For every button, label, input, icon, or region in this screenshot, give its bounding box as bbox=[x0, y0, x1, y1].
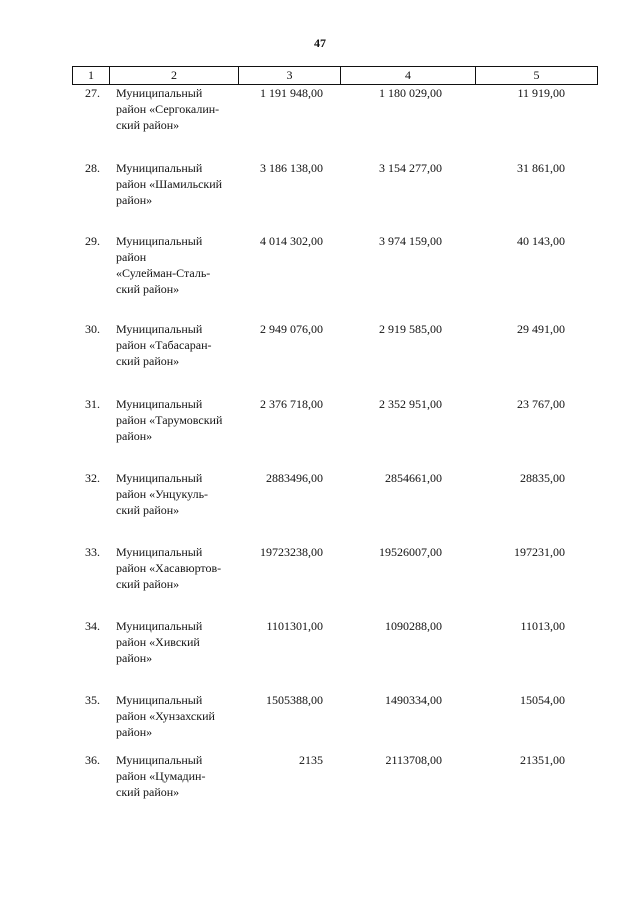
value-col-5: 40 143,00 bbox=[517, 234, 565, 248]
value-col-3: 2 949 076,00 bbox=[260, 322, 323, 336]
row-number: 35. bbox=[85, 693, 100, 707]
value-col-4: 3 154 277,00 bbox=[379, 161, 442, 175]
value-col-3: 3 186 138,00 bbox=[260, 161, 323, 175]
value-col-4: 1090288,00 bbox=[385, 619, 442, 633]
value-col-5: 28835,00 bbox=[520, 471, 565, 485]
row-number: 29. bbox=[85, 234, 100, 248]
value-col-3: 2883496,00 bbox=[266, 471, 323, 485]
table-header bbox=[72, 66, 598, 85]
value-col-5: 11 919,00 bbox=[517, 86, 565, 100]
value-col-4: 3 974 159,00 bbox=[379, 234, 442, 248]
row-number: 36. bbox=[85, 753, 100, 767]
row-number: 28. bbox=[85, 161, 100, 175]
value-col-5: 31 861,00 bbox=[517, 161, 565, 175]
value-col-4: 2 919 585,00 bbox=[379, 322, 442, 336]
header-col-1: 1 bbox=[73, 67, 110, 84]
value-col-5: 21351,00 bbox=[520, 753, 565, 767]
municipality-name: Муниципальный район «Цумадин- ский район» bbox=[116, 753, 206, 799]
row-number: 32. bbox=[85, 471, 100, 485]
row-number: 34. bbox=[85, 619, 100, 633]
municipality-name: Муниципальный район «Хунзахский район» bbox=[116, 693, 215, 739]
municipality-name: Муниципальный район «Шамильский район» bbox=[116, 161, 223, 207]
value-col-5: 23 767,00 bbox=[517, 397, 565, 411]
value-col-3: 1505388,00 bbox=[266, 693, 323, 707]
value-col-4: 2113708,00 bbox=[385, 753, 442, 767]
value-col-5: 11013,00 bbox=[520, 619, 565, 633]
value-col-3: 19723238,00 bbox=[260, 545, 323, 559]
value-col-5: 15054,00 bbox=[520, 693, 565, 707]
value-col-3: 1 191 948,00 bbox=[260, 86, 323, 100]
municipality-name: Муниципальный район «Сулейман-Сталь- ский район» bbox=[116, 234, 211, 296]
value-col-3: 1101301,00 bbox=[266, 619, 323, 633]
row-number: 31. bbox=[85, 397, 100, 411]
value-col-3: 2 376 718,00 bbox=[260, 397, 323, 411]
row-number: 30. bbox=[85, 322, 100, 336]
value-col-5: 197231,00 bbox=[514, 545, 565, 559]
value-col-4: 2 352 951,00 bbox=[379, 397, 442, 411]
municipality-name: Муниципальный район «Хивский район» bbox=[116, 619, 203, 665]
value-col-4: 2854661,00 bbox=[385, 471, 442, 485]
municipality-name: Муниципальный район «Табасаран- ский район» bbox=[116, 322, 212, 368]
header-col-4: 4 bbox=[341, 67, 476, 84]
value-col-4: 1 180 029,00 bbox=[379, 86, 442, 100]
value-col-3: 2135 bbox=[299, 753, 323, 767]
header-col-3: 3 bbox=[239, 67, 341, 84]
value-col-4: 1490334,00 bbox=[385, 693, 442, 707]
value-col-5: 29 491,00 bbox=[517, 322, 565, 336]
municipality-name: Муниципальный район «Сергокалин- ский район» bbox=[116, 86, 220, 132]
row-number: 33. bbox=[85, 545, 100, 559]
header-col-5: 5 bbox=[533, 68, 540, 82]
value-col-4: 19526007,00 bbox=[379, 545, 442, 559]
municipality-name: Муниципальный район «Тарумовский район» bbox=[116, 397, 223, 443]
header-col-2: 2 bbox=[110, 67, 239, 84]
municipality-name: Муниципальный район «Унцукуль- ский район» bbox=[116, 471, 209, 517]
page-number: 47 bbox=[314, 36, 326, 50]
value-col-3: 4 014 302,00 bbox=[260, 234, 323, 248]
municipality-name: Муниципальный район «Хасавюртов- ский район» bbox=[116, 545, 222, 591]
row-number: 27. bbox=[85, 86, 100, 100]
